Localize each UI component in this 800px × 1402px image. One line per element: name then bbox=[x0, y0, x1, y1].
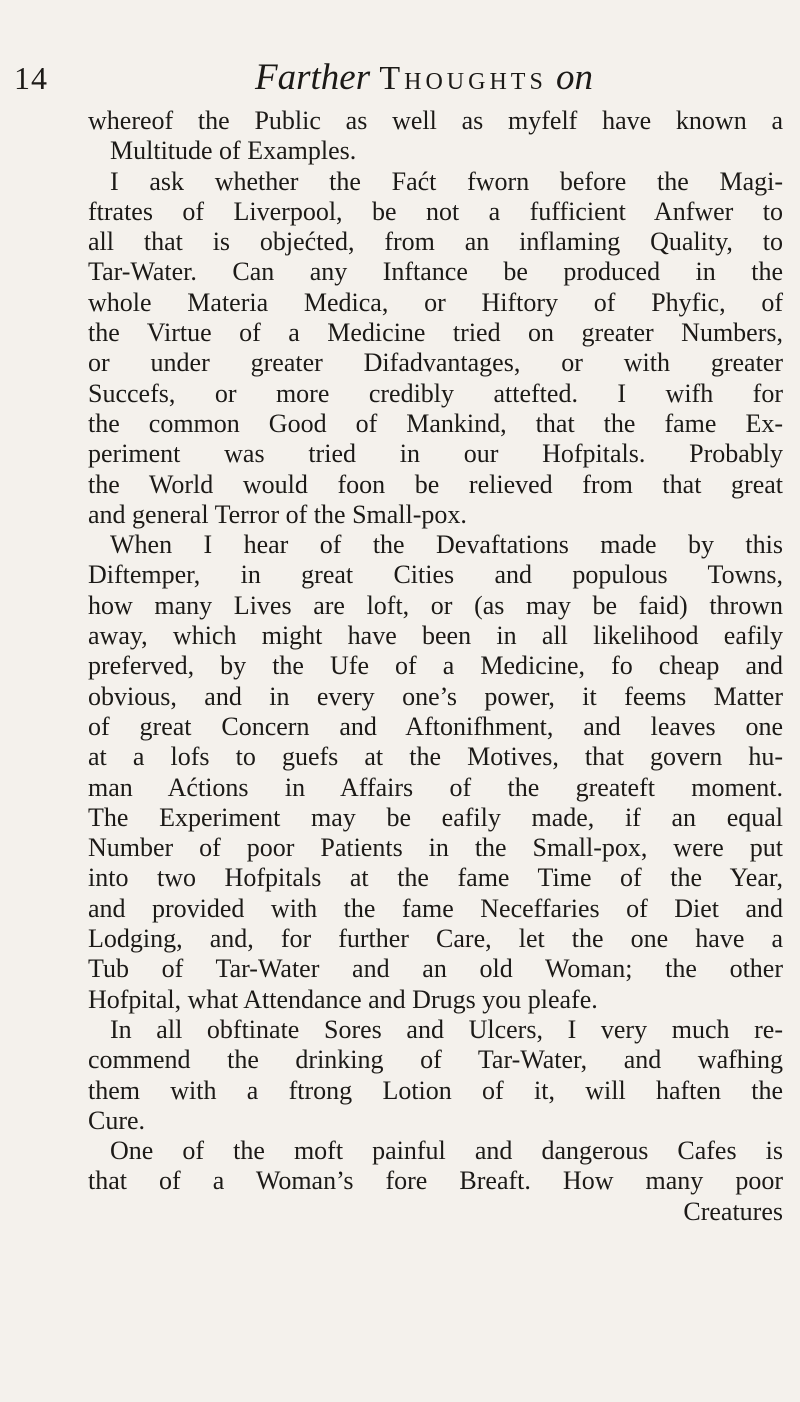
text-line: periment was tried in our Hofpitals. Probably bbox=[88, 439, 783, 469]
running-head bbox=[255, 56, 593, 99]
text-line: Lodging, and, for further Care, let the one have a bbox=[88, 924, 783, 954]
text-line: the common Good of Mankind, that the fame Ex- bbox=[88, 408, 783, 438]
text-line: Creatures bbox=[683, 1196, 783, 1226]
text-line: them with a ftrong Lotion of it, will haften the bbox=[88, 1075, 783, 1105]
text-line: Succefs, or more credibly attefted. I wifh for bbox=[88, 378, 783, 408]
text-line: that of a Woman’s fore Breaft. How many poor bbox=[88, 1166, 783, 1196]
text-line: man Aćtions in Affairs of the greateft moment. bbox=[88, 772, 783, 802]
text-line: Cure. bbox=[88, 1105, 146, 1135]
text-line: One of the moft painful and dangerous Cafes is bbox=[110, 1136, 783, 1166]
body-text bbox=[88, 106, 783, 1227]
text-line: or under greater Difadvantages, or with greater bbox=[88, 348, 783, 378]
text-line: the Virtue of a Medicine tried on greater Numbers, bbox=[88, 318, 783, 348]
text-line: Tar-Water. Can any Inftance be produced in the bbox=[88, 257, 783, 287]
text-line: the World would foon be relieved from that great bbox=[88, 469, 783, 499]
text-line: Tub of Tar-Water and an old Woman; the other bbox=[88, 954, 783, 984]
text-line: preferved, by the Ufe of a Medicine, fo cheap and bbox=[88, 651, 783, 681]
text-line: how many Lives are loft, or (as may be faid) thrown bbox=[88, 590, 783, 620]
text-line: whereof the Public as well as myfelf have known a bbox=[88, 106, 783, 135]
text-line: Number of poor Patients in the Small-pox, were put bbox=[88, 833, 783, 863]
text-line: The Experiment may be eafily made, if an equal bbox=[88, 802, 783, 832]
text-line: away, which might have been in all likelihood eafily bbox=[88, 621, 783, 651]
text-line: whole Materia Medica, or Hiftory of Phyfic, of bbox=[88, 287, 783, 317]
text-line: ftrates of Liverpool, be not a fufficient Anfwer to bbox=[88, 196, 783, 226]
text-line: Diftemper, in great Cities and populous Towns, bbox=[88, 560, 783, 590]
running-head-italic: Farther bbox=[255, 57, 371, 98]
text-line: In all obftinate Sores and Ulcers, I very much re- bbox=[110, 1014, 783, 1044]
page-number: 14 bbox=[14, 60, 48, 96]
text-line: all that is objećted, from an inflaming Quality, to bbox=[88, 227, 783, 257]
text-line: When I hear of the Devaftations made by this bbox=[110, 530, 783, 560]
text-line: obvious, and in every one’s power, it feems Matter bbox=[88, 681, 783, 711]
text-line: of great Concern and Aftonifhment, and leaves one bbox=[88, 711, 783, 741]
text-line: Multitude of Examples. bbox=[110, 136, 357, 166]
running-head-tail: on bbox=[556, 57, 594, 98]
text-line: at a lofs to guefs at the Motives, that govern hu- bbox=[88, 742, 783, 772]
running-head-caps: Thoughts bbox=[379, 60, 547, 97]
text-line: commend the drinking of Tar-Water, and wafhing bbox=[88, 1045, 783, 1075]
page-header bbox=[0, 48, 800, 98]
text-line: and provided with the fame Neceffaries of Diet and bbox=[88, 893, 783, 923]
text-line: and general Terror of the Small-pox. bbox=[88, 499, 467, 529]
text-line: Hofpital, what Attendance and Drugs you pleafe. bbox=[88, 984, 598, 1014]
text-line: into two Hofpitals at the fame Time of the Year, bbox=[88, 863, 783, 893]
text-line: I ask whether the Faćt fworn before the Magi- bbox=[110, 166, 783, 196]
